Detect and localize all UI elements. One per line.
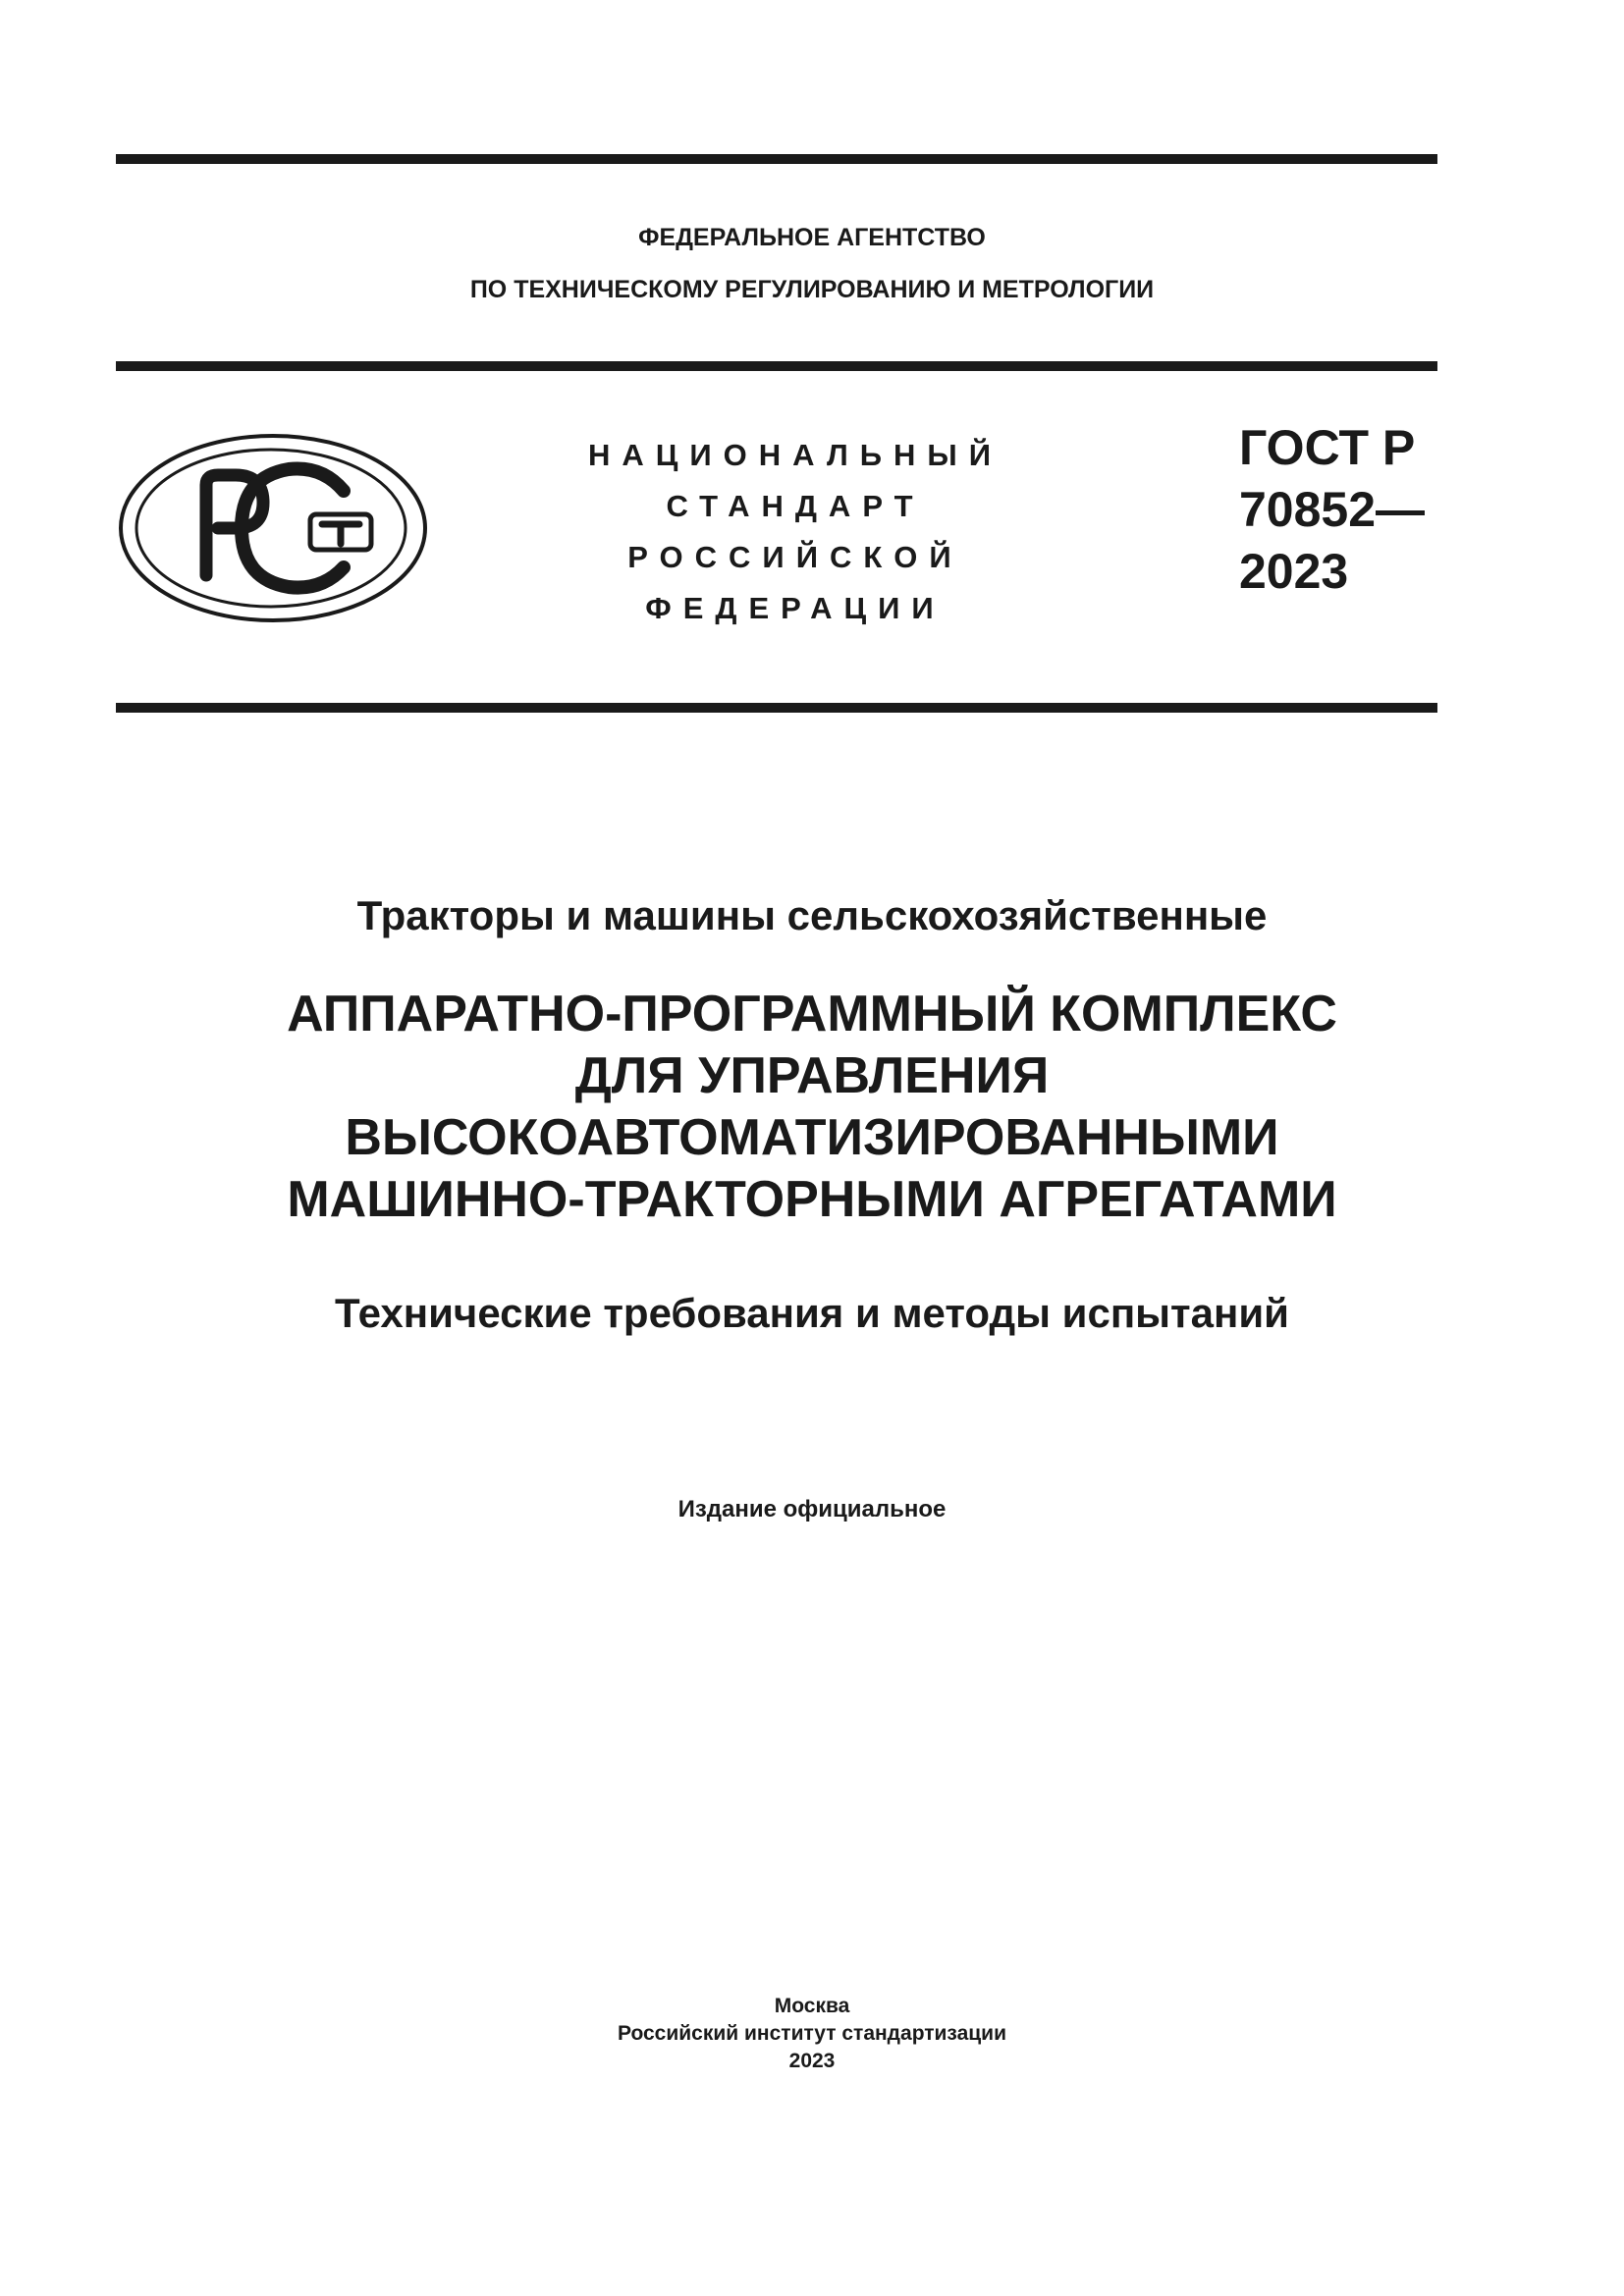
standard-type-line-3: РОССИЙСКОЙ (627, 540, 963, 574)
imprint (0, 1993, 1624, 2075)
standard-main-title (0, 984, 1624, 1231)
edition-label: Издание официальное (677, 1496, 947, 1522)
main-title-line-1: АППАРАТНО-ПРОГРАММНЫЙ КОМПЛЕКС (287, 986, 1337, 1042)
header-rule (116, 361, 1437, 371)
designation-line-3: 2023 (1239, 544, 1349, 599)
main-title-line-4: МАШИННО-ТРАКТОРНЫМИ АГРЕГАТАМИ (287, 1171, 1337, 1228)
standard-designation (1239, 417, 1425, 603)
agency-header (0, 212, 1624, 316)
agency-line-2: ПО ТЕХНИЧЕСКОМУ РЕГУЛИРОВАНИЮ И МЕТРОЛОГИИ (469, 276, 1155, 303)
designation-line-2: 70852— (1239, 482, 1426, 537)
imprint-city: Москва (774, 1995, 850, 2017)
national-standard-label (550, 430, 1041, 634)
main-title-line-3: ВЫСОКОАВТОМАТИЗИРОВАННЫМИ (345, 1109, 1279, 1166)
standard-type-line-4: ФЕДЕРАЦИИ (645, 591, 946, 625)
gost-r-certification-mark-icon (121, 436, 425, 620)
standard-group-title: Тракторы и машины сельскохозяйственные (356, 892, 1268, 938)
standard-type-line-1: НАЦИОНАЛЬНЫЙ (587, 438, 1003, 472)
standard-type-line-2: СТАНДАРТ (666, 489, 925, 523)
gost-r-logo (116, 430, 430, 626)
agency-line-1: ФЕДЕРАЛЬНОЕ АГЕНТСТВО (638, 224, 986, 251)
imprint-publisher: Российский институт стандартизации (617, 2022, 1007, 2045)
main-title-line-2: ДЛЯ УПРАВЛЕНИЯ (574, 1047, 1050, 1104)
designation-line-1: ГОСТ Р (1239, 420, 1416, 475)
top-rule (116, 154, 1437, 164)
imprint-year: 2023 (788, 2050, 836, 2072)
logo-rule (116, 703, 1437, 713)
standard-subtitle: Технические требования и методы испытаний (335, 1290, 1289, 1336)
